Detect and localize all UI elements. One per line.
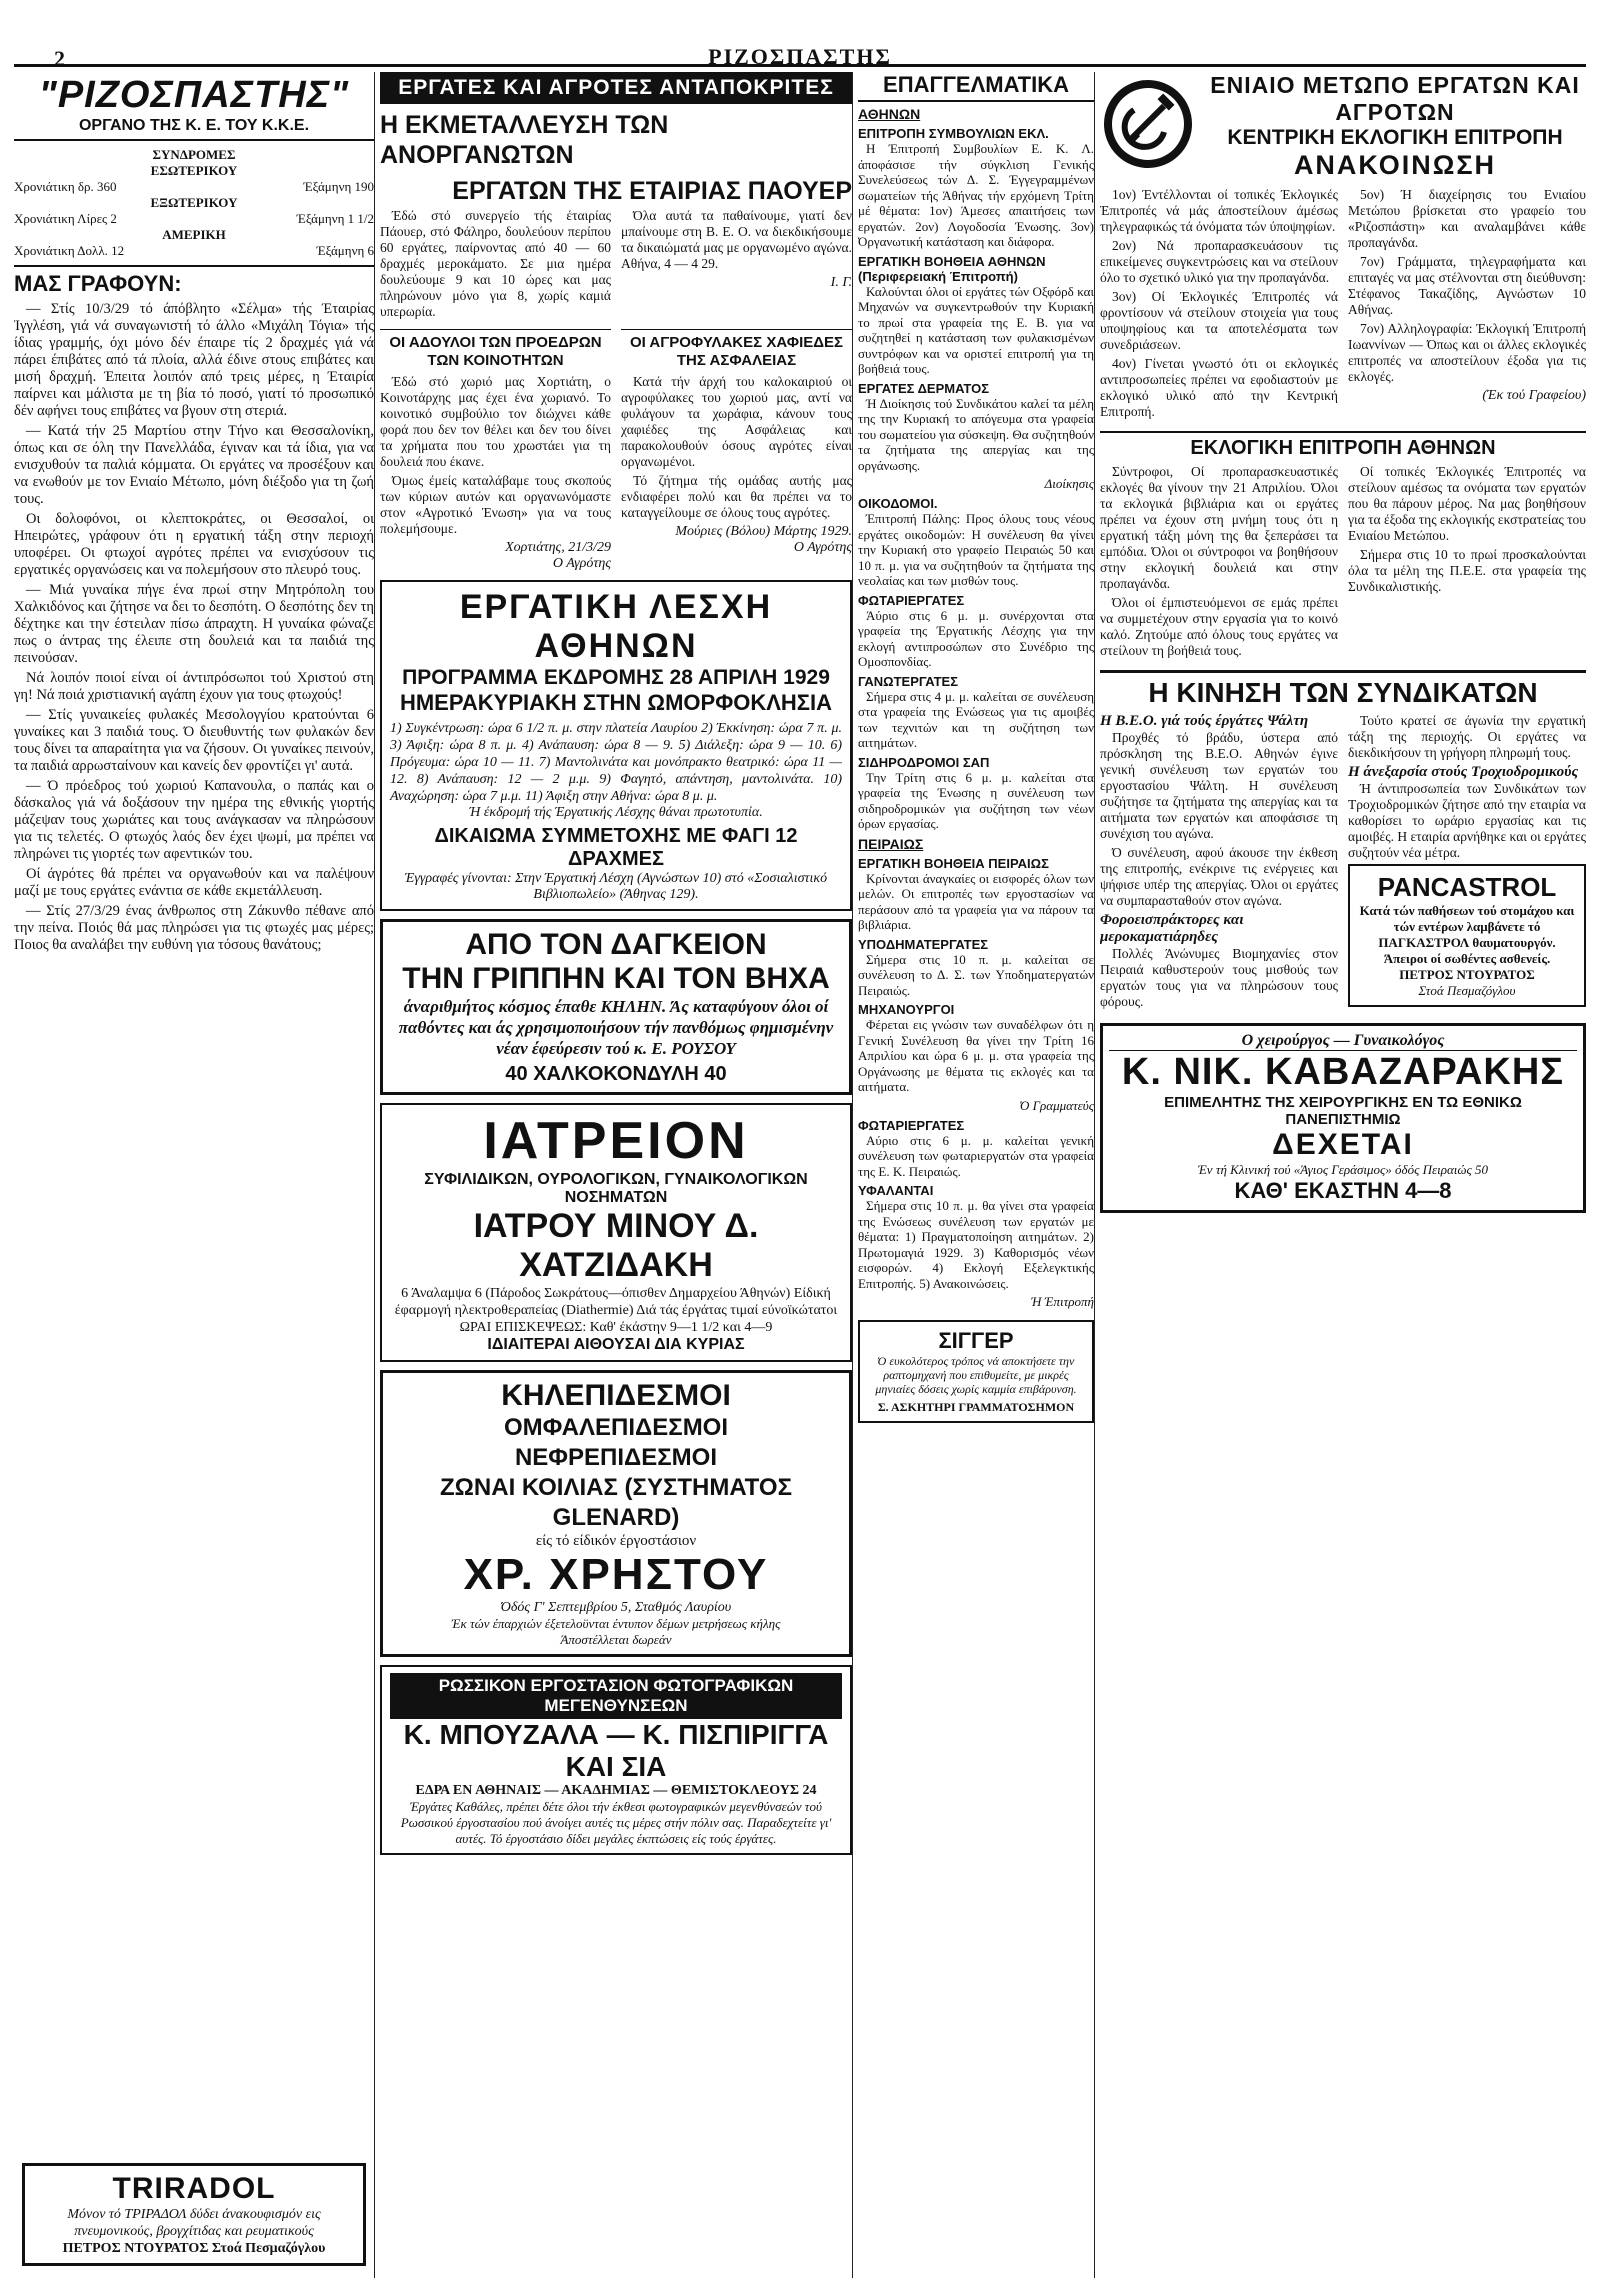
ad-clinic	[380, 1103, 852, 1362]
notice-text: Η Έπιτροπή Συμβουλίων Ε. Κ. Λ. άποφάσισε τήν σύγκλιση Γενικής Συνελεύσεως τών Δ. Σ. Έγγεγραμμένων σωματείων τής Άθήνας τήν ερχόμενη Τρίτη μέ θέματα: 1ον) Άμεσες απαιτήσεις των εργατών. 2ον) Λογοδοσία Ένωσης. 3ον) Όργανωτική κατάσταση και διάφορα.	[858, 141, 1094, 249]
ad-registration: Έγγραφές γίνονται: Στην Έργατική Λέσχη (Αγνώστων 10) στό «Σοσιαλιστικό Βιβλιοπωλείο» (Άθηνας 129).	[404, 871, 828, 902]
ad-footer: ΙΔΙΑΙΤΕΡΑΙ ΑΙΘΟΥΣΑΙ ΔΙΑ ΚΥΡΙΑΣ	[487, 1336, 745, 1353]
header-rule	[14, 64, 1586, 67]
notice-text: Έπιτροπή Πάλης: Προς όλους τους νέους εργάτες οικοδομών: Η συνέλευση θα γίνει την Κυριακή στο γραφείο Πειραιώς 50 και 10 π. μ. για να συζητηθούν τα ζητήματα της νεολαίας και των μισθών τους.	[858, 511, 1094, 588]
ad-title: ΕΡΓΑΤΙΚΗ ΛΕΣΧΗ ΑΘΗΝΩΝ	[459, 588, 773, 665]
paragraph: 7ον) Γράμματα, τηλεγραφήματα και επιταγές να μας στέλνονται στη διεύθυνση: Στέφανος Τακαζίδης, Αγνώστων 10 Αθήνας.	[1348, 254, 1586, 317]
ad-kicker: Ο χειρούργος — Γυναικολόγος	[1109, 1032, 1577, 1051]
notice-heading: ΥΠΟΔΗΜΑΤΕΡΓΑΤΕΣ	[858, 936, 989, 952]
paragraph: Οί τοπικές Έκλογικές Έπιτροπές να στείλουν αμέσως τα ονόματα των εργατών που θα πάρουν μέρος. Να μας βοηθήσουν για τα έξοδα της εκλογικής εκστρατείας του Ενιαίου Μετώπου.	[1348, 464, 1586, 543]
ad-hours: ΚΑΘ' ΕΚΑΣΤΗΝ 4—8	[1234, 1178, 1452, 1203]
subs-america: ΑΜΕΡΙΚΗ	[162, 227, 226, 242]
notice-heading: ΥΦΑΛΑΝΤΑΙ	[858, 1183, 934, 1198]
headline: Η ΕΚΜΕΤΑΛΛΕΥΣΗ ΤΩΝ ΑΝΟΡΓΑΝΩΤΩΝ	[380, 111, 669, 169]
rate-row	[14, 179, 374, 195]
masthead: "ΡΙΖΟΣΠΑΣΤΗΣ"	[38, 74, 350, 116]
notice-text: Σήμερα στις 10 π. μ. καλείται σε συνέλευση το Δ. Σ. των Υποδηματεργατών Πειραιώς.	[858, 951, 1094, 998]
ad-subtitle: ΠΡΟΓΡΑΜΜΑ ΕΚΔΡΟΜΗΣ 28 ΑΠΡΙΛΗ 1929	[402, 666, 830, 689]
notice-heading: ΦΩΤΑΡΙΕΡΓΑΤΕΣ	[858, 592, 965, 608]
paragraph: Οί άγρότες θά πρέπει να οργανωθούν και να παλέψουν μαζί με τους εργάτες ενάντια σε κάθε εκμετάλλευση.	[14, 866, 374, 899]
ad-workers-club	[380, 580, 852, 911]
paragraph: Τό ζήτημα τής ομάδας αυτής μας ενδιαφέρει πολύ και θα πρέπει να το καταγγείλουμε σε όλους τους αγρότες.	[621, 473, 852, 520]
column-2	[380, 72, 853, 2278]
notice-heading: ΟΙΚΟΔΟΜΟΙ.	[858, 496, 938, 511]
paragraph: Όλα αυτά τα παθαίνουμε, γιατί δεν μπαίνουμε στη Β. Ε. Ο. να διεκδικήσουμε τα δικαιώματά μας με οργανωμένο αγώνα. Αθήνα, 4 — 4 29.	[621, 208, 852, 271]
ad-body: Κατά τών παθήσεων τού στομάχου και τών εντέρων λαμβάνετε τό ΠΑΓΚΑΣΤΡΟΛ θαυματουργόν. Άπειροι οί σωθέντες ασθενείς.	[1359, 903, 1575, 966]
paragraph: — Μιά γυναίκα πήγε ένα πρωί στην Μητρόπολη του Χαλκιδόνος και ζήτησε να δει το δεσπότη. Ο δεσπότης δεν τη δέχτηκε και την έστειλαν πίσω άπραχτη. Η γυναίκα φώναζε πως ο άντρας της έλειπε στη δουλειά και τα παιδιά της πεινούσαν.	[14, 582, 374, 666]
hammer-sickle-icon	[1100, 76, 1196, 177]
paragraph: Πολλές Άνώνυμες Βιομηχανίες στον Πειραιά καθυστερούν τους μισθούς των εργατών τους για να πληρώσουν τους φόρους.	[1100, 946, 1338, 1009]
ad-note: Ή έκδρομή τής Έργατικής Λέσχης θάναι πρωτοτυπία.	[469, 805, 763, 820]
rate-label: Χρονιάτικη Δολλ. 12	[14, 243, 125, 258]
ad-free: Άποστέλλεται δωρεάν	[560, 1632, 672, 1647]
location-heading: ΠΕΙΡΑΙΩΣ	[858, 835, 924, 852]
paragraph: Τούτο κρατεί σε άγωνία την εργατική τάξη της περιοχής. Οι εργάτες να διεκδικήσουν τη γρήγορη πληρωμή τους.	[1348, 713, 1586, 760]
paragraph: 2ον) Νά προπαρασκευάσουν τις επικείμενες συγκεντρώσεις και να στείλουν όλο το σχετικό υλικό για την προπαγάνδα.	[1100, 238, 1338, 285]
ad-footer: Σ. ΑΣΚΗΤΗΡΙ ΓΡΑΜΜΑΤΟΣΗΜΟΝ	[877, 1400, 1075, 1414]
notice-heading: ΣΙΔΗΡΟΔΡΟΜΟΙ ΣΑΠ	[858, 754, 990, 770]
notice-heading: ΕΡΓΑΤΙΚΗ ΒΟΗΘΕΙΑ ΑΘΗΝΩΝ (Περιφερειακή Έπιτροπή)	[858, 253, 1046, 284]
ad-subtitle: ΣΥΦΙΛΙΔΙΚΩΝ, ΟΥΡΟΛΟΓΙΚΩΝ, ΓΥΝΑΙΚΟΛΟΓΙΚΩΝ ΝΟΣΗΜΑΤΩΝ	[424, 1171, 808, 1206]
ad-seller: ΠΕΤΡΟΣ ΝΤΟΥΡΑΤΟΣ	[1399, 967, 1535, 982]
item-heading: Η Β.Ε.Ο. γιά τούς έργάτες Ψάλτη	[1100, 713, 1309, 729]
notice-text: Σήμερα στις 10 π. μ. θα γίνει στα γραφεία της Ενώσεως συνέλευση των εργατών με θέματα: 1) Πραγματοποίηση αιτημάτων. 2) Πρωτομαγιά 1929. 3) Καθορισμός νέων εισφορών. 4) Εκλογή Εξελεγκτικής Επιτροπής. 5) Ανακοινώσεις.	[858, 1198, 1094, 1291]
notice-heading: ΓΑΝΩΤΕΡΓΑΤΕΣ	[858, 673, 959, 689]
notice-text: Άύριο στις 6 μ. μ. συνέρχονται στα γραφεία της Έργατικής Λέσχης για την εκλογή αντιπροσώπων στο Συνέδριο της Ομοσπονδίας.	[858, 607, 1094, 669]
notice-heading: ΕΡΓΑΤΙΚΗ ΒΟΗΘΕΙΑ ΠΕΙΡΑΙΩΣ	[858, 855, 1049, 871]
ad-triradol	[22, 2163, 366, 2266]
signature: Ο Αγρότης	[793, 540, 852, 555]
paragraph: Σύντροφοι, Οί προπαρασκευαστικές εκλογές θα γίνουν την 21 Απριλίου. Όλοι τα εκλογικά βιβλιάρια και οι εργάτες πρέπει να έχουν στη μνήμη τους ότι η εργατική τάξη μόνη της θα ξεπεράσει τα εμπόδια. Όλοι οι σύντροφοι να βοηθήσουν στην εκλογική δουλειά και στην προπαγάνδα.	[1100, 464, 1338, 591]
ad-address: Όδός Γ' Σεπτεμβρίου 5, Σταθμός Λαυρίου	[500, 1600, 732, 1615]
rate-row	[14, 243, 374, 259]
dateline: Μούριες (Βόλου) Μάρτης 1929.	[675, 524, 852, 539]
ad-title: ΣΙΓΓΕΡ	[938, 1328, 1014, 1353]
organ-line: ΟΡΓΑΝΟ ΤΗΣ Κ. Ε. ΤΟΥ Κ.Κ.Ε.	[14, 117, 374, 141]
signature: (Έκ τού Γραφείου)	[1482, 388, 1586, 403]
signature: Ι. Γ.	[830, 275, 852, 290]
paragraph: — Στίς γυναικείες φυλακές Μεσολογγίου κρατούνται 6 γυναίκες και 3 παιδιά τους. Ό διευθυντής των φυλακών δεν τους δίνει τα απαραίτητα για να ζήσουν. Οι γυναίκες πεινούν, τα παιδιά αρρωσταίνουν και κανείς δεν φροντίζει γι' αυτά.	[14, 707, 374, 774]
ad-pancastrol	[1348, 864, 1586, 1007]
ad-note: Έκ τών έπαρχιών έξετελοϋνται έντυπον δέμων μετρήσεως κήλης	[451, 1616, 781, 1631]
ad-item: ΟΜΦΑΛΕΠΙΔΕΣΜΟΙ	[503, 1414, 729, 1441]
paragraph: — Στίς 10/3/29 τό άπόβλητο «Σέλμα» τής Έταιρίας Ίγγλέση, γιά νά συναγωνιστή τό άλλο «Μιχάλη Τόγια» τής ίδιας γραμμής, όχι μόνο δέν έπαιρε τίς 2 δραχμές γιά νά πάρει έπιβάτες από τά πλοία, αλλά έδινε στους επιβάτες και μισή δραχμή. Έπειτα λοιπόν από τρεις μέρες, η Έταιρία παίρνει και μάλιστα με τη βία τό ποσό, γιατί τό προσωπικό δέν αφήνει τους επιβάτες να βγουν στη στεριά.	[14, 301, 374, 419]
signature: Ό Γραμματεύς	[1020, 1097, 1094, 1113]
paragraph: Έδώ στό συνεργείο τής έταιρίας Πάουερ, στό Φάληρο, δουλεύουν περίπου 60 εργάτες, παίρνοντας από 40 — 60 δραχμές μεροκάματο. Σε μια ημέρα δουλεύουμε 9 και 10 ώρες και μας πληρώνουν μόνο για 8, χωρίς καμιά υπερωρία.	[380, 208, 611, 319]
running-head: ΡΙΖΟΣΠΑΣΤΗΣ	[708, 44, 892, 69]
paragraph: Κατά τήν άρχή του καλοκαιριού οι αγροφύλακες του χωριού μας, αντί να φυλάγουν τα χωράφια, κάνουν τους χαφιέδες της Ασφάλειας και παρακολουθούν όσους αγρότες είναι οργανωμένοι.	[621, 374, 852, 469]
ad-title: PANCASTROL	[1377, 872, 1557, 902]
rate-value: Έξάμηνη 1 1/2	[296, 211, 374, 226]
headline: ΕΡΓΑΤΩΝ ΤΗΣ ΕΤΑΙΡΙΑΣ ΠΑΟΥΕΡ	[452, 177, 852, 205]
ad-title: ΙΑΤΡΕΙΟΝ	[483, 1112, 749, 1170]
ad-address: ΕΔΡΑ ΕΝ ΑΘΗΝΑΙΣ — ΑΚΑΔΗΜΙΑΣ — ΘΕΜΙΣΤΟΚΛΕΟΥΣ 24	[415, 1783, 817, 1798]
rate-label: Χρονιάτικη Λίρες 2	[14, 211, 117, 226]
front-title: ΕΝΙΑΙΟ ΜΕΤΩΠΟ ΕΡΓΑΤΩΝ ΚΑΙ ΑΓΡΟΤΩΝ	[1210, 72, 1580, 125]
location-heading: ΑΘΗΝΩΝ	[858, 106, 921, 122]
section-heading: ΜΑΣ ΓΡΑΦΟΥΝ:	[14, 265, 374, 297]
ad-name: Κ. ΝΙΚ. ΚΑΒΑΖΑΡΑΚΗΣ	[1121, 1051, 1565, 1093]
notice-heading: ΕΡΓΑΤΕΣ ΔΕΡΜΑΤΟΣ	[858, 380, 990, 396]
column-3	[858, 72, 1095, 2278]
paragraph: Νά λοιπόν ποιοί είναι οί άντιπρόσωποι τού Χριστού στη γη! Νά ποιά χριστιανική αγάπη έχουν για τους φτωχούς!	[14, 670, 374, 703]
ad-fee: ΔΙΚΑΙΩΜΑ ΣΥΜΜΕΤΟΧΗΣ ΜΕ ΦΑΓΙ 12 ΔΡΑΧΜΕΣ	[434, 825, 798, 870]
notice-heading: ΦΩΤΑΡΙΕΡΓΑΤΕΣ	[858, 1117, 965, 1133]
unions-body	[1100, 713, 1586, 1013]
ad-photo-factory	[380, 1665, 852, 1855]
signature: Ή Έπιτροπή	[1031, 1294, 1094, 1309]
front-announcement: ΑΝΑΚΟΙΝΩΣΗ	[1293, 150, 1497, 180]
page-number: 2	[54, 46, 65, 71]
headline: ΕΠΑΓΓΕΛΜΑΤΙΚΑ	[858, 72, 1094, 102]
committee-body	[1100, 464, 1586, 662]
ad-seller: ΠΕΤΡΟΣ ΝΤΟΥΡΑΤΟΣ Στοά Πεσμαζόγλου	[62, 2241, 326, 2256]
ad-title: ΑΠΟ ΤΟΝ ΔΑΓΚΕΙΟΝ	[465, 928, 767, 961]
notice-heading: ΕΠΙΤΡΟΠΗ ΣΥΜΒΟΥΛΙΩΝ ΕΚΛ.	[858, 126, 1049, 141]
paragraph: 5ον) Ή διαχείρησις του Ενιαίου Μετώπου βρίσκεται στο γραφείο του «Ριζοσπάστη» και αναλαμβάνει κάθε προπαγάνδα.	[1348, 187, 1586, 250]
section-banner: ΕΡΓΑΤΕΣ ΚΑΙ ΑΓΡΟΤΕΣ ΑΝΤΑΠΟΚΡΙΤΕΣ	[380, 72, 852, 104]
paragraph: 1ον) Έντέλλονται οί τοπικές Έκλογικές Έπιτροπές νά μάς άποστείλουν άμέσως τηλεγραφικώς τά όνόματα τών ύποψηφίων.	[1100, 187, 1338, 234]
ad-doctor: ΙΑΤΡΟΥ ΜΙΝΟΥ Δ. ΧΑΤΖΙΔΑΚΗ	[473, 1207, 759, 1284]
paragraph: Όλοι οί έμπιστευόμενοι σε εμάς πρέπει να συμμετέχουν στην εργασία για το κοινό καλό. Ζητούμε από όλους τους εργάτες να στείλουν τη βοήθειά τους.	[1100, 595, 1338, 658]
ad-title: TRIRADOL	[112, 2172, 276, 2205]
ad-title: ΡΩΣΣΙΚΟΝ ΕΡΓΟΣΤΑΣΙΟΝ ΦΩΤΟΓΡΑΦΙΚΩΝ ΜΕΓΕΝΘΥΝΣΕΩΝ	[390, 1673, 842, 1719]
item-heading: Η άνεξαρσία στούς Τροχιοδρομικούς	[1348, 764, 1579, 780]
ad-line: είς τό είδικόν έργοστάσιον	[535, 1533, 697, 1549]
ad-surgeon	[1100, 1023, 1586, 1213]
notice-text: Την Τρίτη στις 6 μ. μ. καλείται στα γραφεία της Ένωσης η συνέλευση των σιδηροδρομικών για συζήτηση των νέων όρων εργασίας.	[858, 769, 1094, 831]
subs-interior: ΕΣΩΤΕΡΙΚΟΥ	[150, 163, 238, 178]
notice-text: Καλούνται όλοι οί εργάτες τών Οξφόρδ και Μηχανών να συγκεντρωθούν την Κυριακή το πρωί στα γραφεία της Ε. Β. για να συζητηθεί η κατάσταση των φυλακισμένων συντρόφων και να οριστεί επιτροπή για τη βοήθειά τους.	[858, 283, 1094, 376]
paragraph: Οι δολοφόνοι, οι κλεπτοκράτες, οι Θεσσαλοί, οι Ηπειρώτες, γράφουν ότι η εργατική τάξη στην περιοχή υποφέρει. Οι φτωχοί αγρότες πρέπει να ενισχύσουν τις εργατικές οργανώσεις και να πολεμήσουν στο πλευρό τους.	[14, 511, 374, 578]
united-front-header	[1100, 72, 1586, 181]
rate-value: Έξάμηνη 190	[303, 179, 374, 194]
paragraph: — Στίς 27/3/29 ένας άνθρωπος στη Ζάκυνθο πέθανε από την πείνα. Ποιός θά μας πληρώσει για τις φτωχές μας μέρες; Ποιος θα αναλάβει την ευθύνη για τόσους θανάτους;	[14, 903, 374, 953]
article-body	[380, 208, 852, 323]
ad-singer	[858, 1320, 1094, 1423]
rate-label: Χρονιάτικη δρ. 360	[14, 179, 117, 194]
subheading: ΟΙ ΑΓΡΟΦΥΛΑΚΕΣ ΧΑΦΙΕΔΕΣ ΤΗΣ ΑΣΦΑΛΕΙΑΣ	[621, 329, 852, 370]
paragraph: Προχθές τό βράδυ, ύστερα από πρόσκληση της Β.Ε.Ο. Αθηνών έγινε γενική συνέλευση των εργατών του εργοστασίου Ψάλτη. Η συνέλευση συζήτησε τα ζητήματα της απεργίας και τα αιτήματα των εργατών και αποφάσισε τη συνέχιση του αγώνα.	[1100, 730, 1338, 841]
ad-name: Κ. ΜΠΟΥΖΑΛΑ — Κ. ΠΙΣΠΙΡΙΓΓΑ ΚΑΙ ΣΙΑ	[403, 1719, 829, 1782]
item-heading: Φοροεισπράκτορες και μεροκαματιάρηδες	[1100, 912, 1244, 945]
ad-name: ΧΡ. ΧΡΗΣΤΟΥ	[463, 1550, 769, 1599]
subs-title: ΣΥΝΔΡΟΜΕΣ	[152, 147, 236, 162]
ad-subtitle: ΗΜΕΡΑΚΥΡΙΑΚΗ ΣΤΗΝ ΩΜΟΡΦΟΚΛΗΣΙΑ	[399, 690, 833, 715]
notice-text: Αύριο στις 6 μ. μ. καλείται γενική συνέλευση των φωταριεργατών στα γραφεία της Ε. Κ. Πειραιώς.	[858, 1132, 1094, 1179]
announcement-body	[1100, 187, 1586, 423]
notice-text: Ή Διοίκησις τού Συνδικάτου καλεί τα μέλη της την Κυριακή το απόγευμα στα γραφεία του σωματείου για σύσκεψη. Θα συζητηθούν τα ζητήματα της απεργίας και της οργάνωσης.	[858, 395, 1094, 473]
paragraph: Όμως έμείς καταλάβαμε τους σκοπούς των κύριων αυτών και οργανωνόμαστε στον «Αγροτικό Ένωση» για να τους πολεμήσουμε.	[380, 473, 611, 536]
ad-title: ΔΕΧΕΤΑΙ	[1272, 1128, 1414, 1161]
article-row	[380, 323, 852, 572]
paragraph: — Ό πρόεδρος τού χωριού Καπανουλα, ο παπάς και ο δάσκαλος γιά νά δοξάσουν την ημέρα της εθνικής γιορτής μάζεψαν τους χωριάτες και τους ανάγκασαν να πληρώσουν για τις τελετές. Ο φτωχός λαός δεν έχει ψωμί, μα πρέπει να πληρώνει τις γιορτές των αφεντικών του.	[14, 778, 374, 862]
paragraph: Έδώ στό χωριό μας Χορτιάτη, ο Κοινοτάρχης μας έχει ένα χωριανό. Το κοινοτικό συμβούλιο τον διώχνει κάθε φορά που δεν τον θέλει και δεν του δίνει τα χρήματα που του χρωστάει για τη δουλειά που έκανε.	[380, 374, 611, 469]
subheading: ΟΙ ΑΔΟΥΛΟΙ ΤΩΝ ΠΡΟΕΔΡΩΝ ΤΩΝ ΚΟΙΝΟΤΗΤΩΝ	[380, 329, 611, 370]
ad-address: Έν τή Κλινική τού «Άγιος Γεράσιμος» όδός Πειραιώς 50	[1197, 1162, 1489, 1177]
ad-item: ΖΩΝΑΙ ΚΟΙΛΙΑΣ (ΣΥΣΤΗΜΑΤΟΣ GLENARD)	[440, 1474, 792, 1531]
notice-text: Κρίνονται άναγκαίες οι εισφορές όλων των μελών. Οι επιτροπές των εργοστασίων να περάσουν από τα γραφεία για να πάρουν τα βιβλιάρια.	[858, 870, 1094, 932]
ad-bandages	[380, 1370, 852, 1657]
ad-body: άναριθμήτος κόσμος έπαθε ΚΗΛΗΝ. Άς καταφύγουν όλοι οί παθόντες και άς χρησιμοποιήσουν τήν πανθόμως φημισμένην νέαν έφεύρεσιν τού κ. Ε. ΡΟΥΣΟΥ	[398, 997, 834, 1058]
page-header	[14, 6, 1586, 71]
ad-item: ΝΕΦΡΕΠΙΔΕΣΜΟΙ	[514, 1444, 718, 1471]
dateline: Χορτιάτης, 21/3/29	[505, 540, 611, 555]
section-heading: Η ΚΙΝΗΣΗ ΤΩΝ ΣΥΝΔΙΚΑΤΩΝ	[1100, 670, 1586, 709]
ad-address: Στοά Πεσμαζόγλου	[1418, 983, 1516, 998]
ad-program: 1) Συγκέντρωση: ώρα 6 1/2 π. μ. στην πλατεία Λαυρίου 2) Έκκίνηση: ώρα 7 π. μ. 3) Άφιξη: ώρα 8 π. μ. 4) Ανάπαυση: ώρα 8 — 9. 5) Διάλεξη: ώρα 9 — 10. 6) Πρόγευμα: ώρα 10 — 11. 7) Μαντολινάτα και μονόπρακτο θεατρικό: ώρα 11 — 12. 8) Ανάπαυση: 12 — 2 μ.μ. 9) Φαγητό, απάντηση, μαντολινάτα. 10) Αναχώρηση: ώρα 7 μ.μ. 11) Άφιξη στην Αθήνα: ώρα 8 μ. μ.	[390, 721, 842, 804]
notice-heading: ΜΗΧΑΝΟΥΡΓΟΙ	[858, 1002, 955, 1017]
notice-text: Φέρεται εις γνώσιν των συναδέλφων ότι η Γενική Συνέλευση θα γίνει την Τρίτη 16 Απριλίου και ώρα 6 μ. μ. στα γραφεία της Οργάνωσης με θέματα τις εκλογές και τα αιτήματα.	[858, 1017, 1094, 1094]
ad-address: 40 ΧΑΛΚΟΚΟΝΔΥΛΗ 40	[505, 1063, 727, 1085]
ad-body: Ό ευκολότερος τρόπος νά αποκτήσετε την ραπτομηχανή που επιθυμείτε, με μικρές μηνιαίες δόσεις χωρίς καμμία επιβάρυνση.	[875, 1354, 1077, 1396]
notice-text: Σήμερα στις 4 μ. μ. καλείται σε συνέλευση στα γραφεία της Ενώσεως για τις αμοιβές των τεχνιτών και τη συζήτηση των αιτημάτων.	[858, 688, 1094, 750]
paragraph: 3ον) Οί Έκλογικές Έπιτροπές νά φροντίσουν νά στείλουν στοιχεία για τους υποψηφίους και τα αποτελέσματα των συνεδριάσεων.	[1100, 289, 1338, 352]
ad-body: Έργάτες Καθάλες, πρέπει δέτε όλοι τήν έκθεσι φωτογραφικών μεγενθύνσεών τού Ρωσσικού έργοστασίου πού άνοίγει αυτές τις μέρες στήν πόλιν σας. Παραδεχτείτε γι' αυτές. Τό έργοστάσιο δίδει μεγάλες έκπτώσεις είς τούς έργάτες.	[400, 1799, 832, 1846]
rate-value: Έξάμηνη 6	[316, 243, 374, 258]
ad-body: 6 Άναλαμψα 6 (Πάροδος Σωκράτους—όπισθεν Δημαρχείου Άθηνών) Είδική έφαρμογή ηλεκτροθεραπείας (Diathermie) Διά τάς έργάτας τιμαί εύνοϊκώτατοι ΩΡΑΙ ΕΠΙΣΚΕΨΕΩΣ: Καθ' έκάστην 9—1 1/2 και 4—9	[394, 1286, 838, 1335]
ad-hernia	[380, 919, 852, 1095]
signature: Ο Αγρότης	[552, 556, 611, 571]
paragraph: 4ον) Γίνεται γνωστό ότι οι εκλογικές αντιπροσωπείες πρέπει να εφοδιαστούν με εκλογικό υλικό από την Κεντρική Επιτροπή.	[1100, 356, 1338, 419]
paragraph: — Κατά τήν 25 Μαρτίου στην Τήνο και Θεσσαλονίκη, όπως και σε όλη την Πανελλάδα, έγιναν και τά ίδια, για να ενισχυθούν τα παλιά κόμματα. Οι εργάτες να προσέξουν και να ενωθούν με τον Ενιαίο Μέτωπο, μόνη διέξοδο για τη ζωή τους.	[14, 423, 374, 507]
front-subtitle: ΚΕΝΤΡΙΚΗ ΕΚΛΟΓΙΚΗ ΕΠΙΤΡΟΠΗ	[1227, 126, 1563, 149]
paragraph: 7ον) Αλληλογραφία: Έκλογική Έπιτροπή Ιωαννίνων — Όπως και οι άλλες εκλογικές επιτροπές να αποστείλουν έξοδα για τις εκλογές.	[1348, 321, 1586, 384]
rate-row	[14, 211, 374, 227]
subs-exterior: ΕΞΩΤΕΡΙΚΟΥ	[150, 195, 238, 210]
signature: Διοίκησις	[1044, 476, 1094, 491]
paragraph: Ή άντιπροσωπεία των Συνδικάτων των Τροχιοδρομικών ζήτησε από την εταιρία να καθορίσει το ωράριο εργασίας και τις αμοιβές. Η εταιρία αρνήθηκε και οι εργάτες συζητούν νέα μέτρα.	[1348, 781, 1586, 860]
section-heading: ΕΚΛΟΓΙΚΗ ΕΠΙΤΡΟΠΗ ΑΘΗΝΩΝ	[1100, 431, 1586, 460]
ad-body: Μόνον τό ΤΡΙΡΑΔΟΛ δύδει άνακουφισμόν εις πνευμονικούς, βρογχίτιδας και ρευματικούς	[67, 2207, 321, 2239]
paragraph: Ό συνέλευση, αφού άκουσε την έκθεση της επιτροπής, ενέκρινε τις ενέργειες και ψήφισε υπέρ της απεργίας. Όλοι οι εργάτες να συμπαρασταθούν στον αγώνα.	[1100, 845, 1338, 908]
subscriptions	[14, 147, 374, 259]
ad-title: ΤΗΝ ΓΡΙΠΠΗΝ ΚΑΙ ΤΟΝ ΒΗΧΑ	[402, 962, 830, 995]
ad-subtitle: ΕΠΙΜΕΛΗΤΗΣ ΤΗΣ ΧΕΙΡΟΥΡΓΙΚΗΣ ΕΝ ΤΩ ΕΘΝΙΚΩ ΠΑΝΕΠΙΣΤΗΜΙΩ	[1164, 1094, 1522, 1128]
column-4	[1100, 72, 1586, 2278]
paragraph: Σήμερα στις 10 το πρωί προσκαλούνται όλα τα μέλη της Π.Ε.Ε. στα γραφεία της Συνδικαλιστικής.	[1348, 547, 1586, 594]
column-1	[14, 72, 375, 2278]
ad-title: ΚΗΛΕΠΙΔΕΣΜΟΙ	[501, 1379, 731, 1412]
